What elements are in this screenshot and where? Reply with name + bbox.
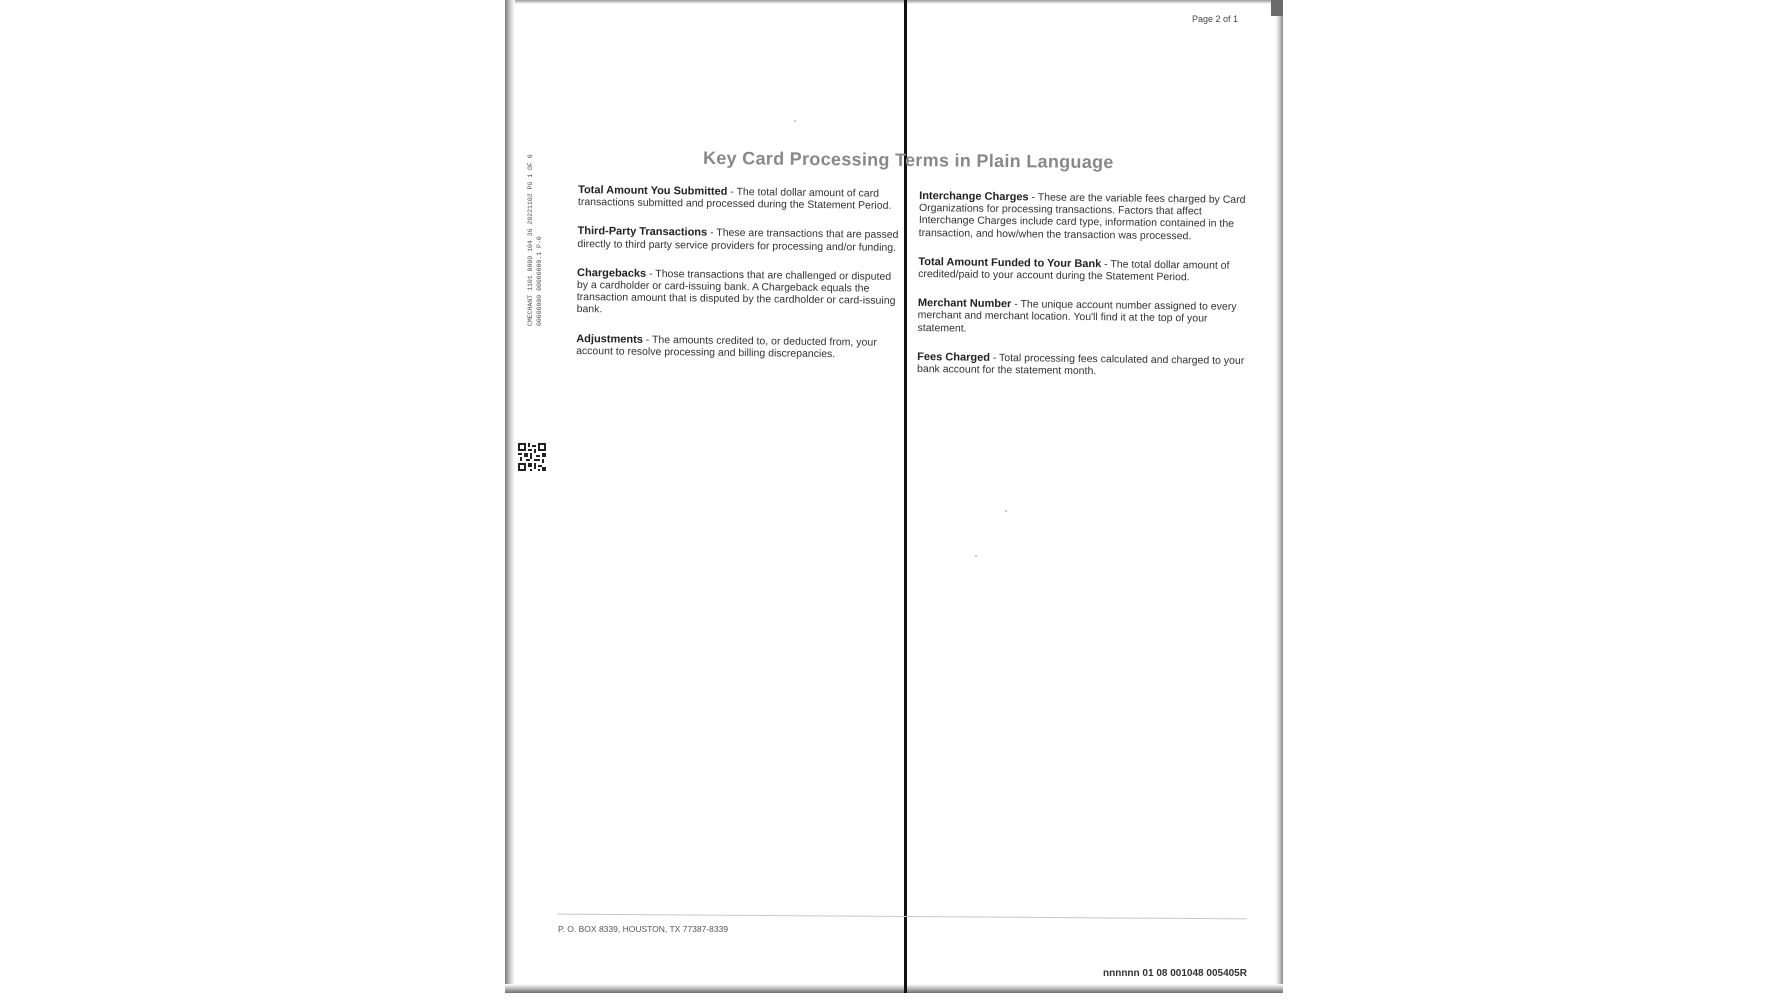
page-left-edge [505,0,515,993]
term-total-amount-funded [918,256,1248,284]
scan-speck [975,555,977,557]
term-description: - The amounts credited to, or deducted from, your account to resolve processing and billing discrepancies. [576,333,877,360]
term-name: Third-Party Transactions [577,225,708,239]
side-tracking-code [526,86,556,326]
term-fees-charged [917,351,1247,379]
term-description: - The total dollar amount of card transactions submitted and processed during the Statement Period. [577,185,892,213]
scanned-document-page [505,0,1283,993]
terms-left-column [576,184,905,378]
page-corner-mark [1271,0,1283,16]
term-merchant-number [917,297,1247,338]
term-name: Interchange Charges [919,189,1029,204]
page-right-edge [1275,0,1283,993]
term-name: Fees Charged [917,350,991,364]
term-description: - The unique account number assigned to every merchant and merchant location. You'll find it at the top of your statement. [917,298,1237,335]
terms-right-column [917,190,1249,396]
page-bottom-edge [505,984,1283,993]
scan-speck [1005,510,1007,512]
side-code-line-2: 00000000 00000000.1 P-0 [536,236,543,326]
term-description: - Total processing fees calculated and charged to your bank account for the statement month. [916,351,1245,378]
page-number: Page 2 of 1 [1192,14,1239,24]
term-description: - These are the variable fees charged by Card Organizations for processing transactions. Factors that affect Interchange Charges include card type, information contained in the transaction, and how/when the transaction was processed. [918,191,1246,242]
side-code-line-1: CMECHANT 1101 0009 104 36 20221102 PG 1 OF 0 [527,154,534,326]
term-description: - The total dollar amount of credited/paid to your account during the Statement Period. [918,258,1230,284]
term-name: Total Amount You Submitted [578,184,728,198]
term-name: Total Amount Funded to Your Bank [918,255,1102,271]
term-name: Adjustments [576,332,643,346]
scan-speck [794,120,796,122]
footer-document-code: nnnnnn 01 08 001048 005405R [1103,968,1247,979]
term-chargebacks [577,267,905,320]
scan-fold-line [904,0,907,993]
term-third-party-transactions [577,225,904,253]
page-top-edge [505,0,1283,4]
term-name: Merchant Number [917,297,1012,311]
qr-code-icon [518,443,546,471]
footer-divider [557,914,1247,920]
term-adjustments [576,333,903,361]
term-description: - These are transactions that are passed directly to third party service providers for processing and/or funding. [577,226,899,254]
term-interchange-charges [919,190,1250,243]
term-description: - Those transactions that are challenged or disputed by a cardholder or card-issuing bank. A Chargeback equals the transaction amount that is disputed by the cardholder or card-issuing bank. [576,267,896,316]
document-title: Key Card Processing Terms in Plain Language [702,147,1114,173]
term-name: Chargebacks [577,266,647,280]
term-total-amount-submitted [578,184,905,212]
footer-address: P. O. BOX 8339, HOUSTON, TX 77387-8339 [558,924,729,934]
